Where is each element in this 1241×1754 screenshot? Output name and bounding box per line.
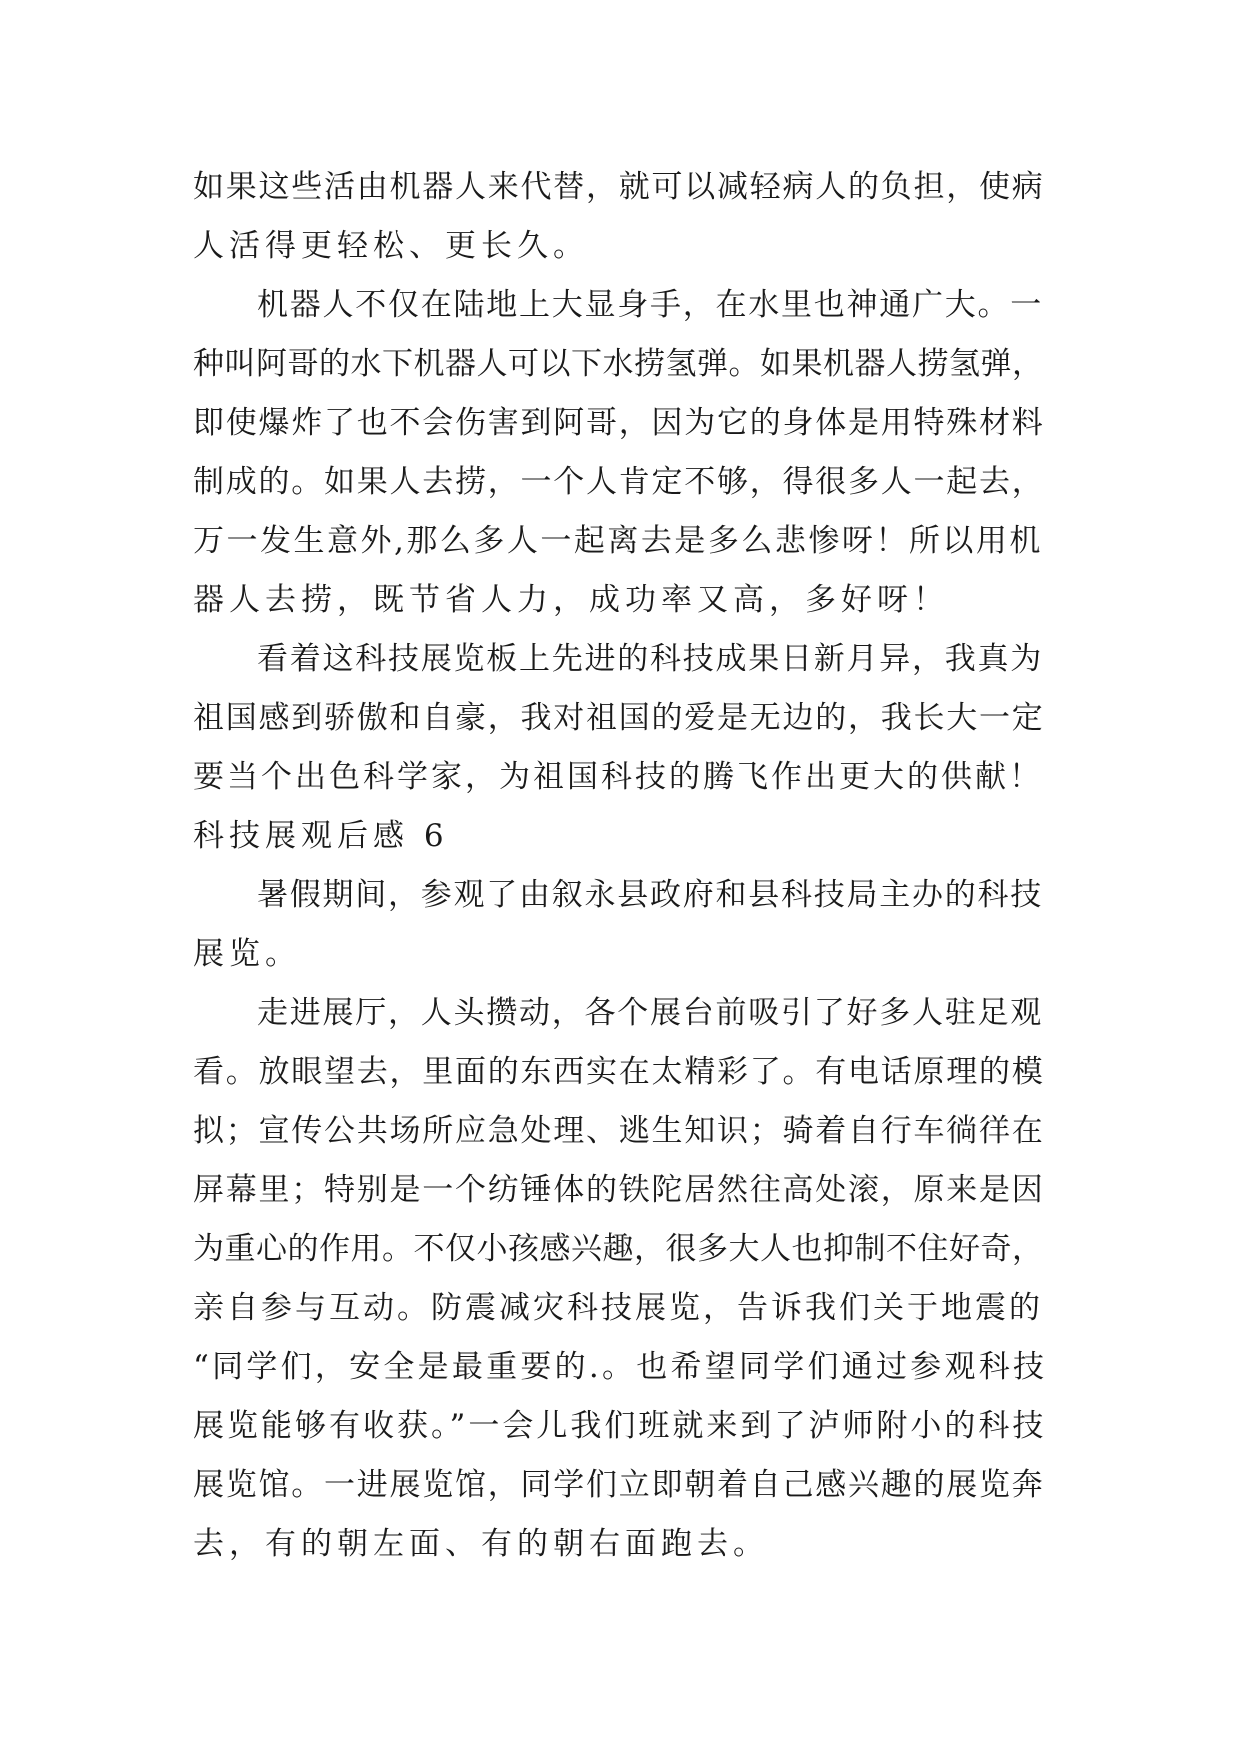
- text-line: 要当个出色科学家，为祖国科技的腾飞作出更大的供献！: [193, 759, 1043, 795]
- text-line: 看。放眼望去，里面的东西实在太精彩了。有电话原理的模: [193, 1054, 1045, 1090]
- text-line: 器人去捞，既节省人力，成功率又高，多好呀！: [193, 582, 949, 618]
- section-heading: 科技展观后感 6: [193, 818, 449, 854]
- text-line: 展览。: [193, 936, 301, 972]
- text-line: 制成的。如果人去捞，一个人肯定不够，得很多人一起去，: [193, 464, 1045, 500]
- text-line: 亲自参与互动。防震减灾科技展览，告诉我们关于地震的: [193, 1290, 1043, 1326]
- text-line: 屏幕里；特别是一个纺锤体的铁陀居然往高处滚，原来是因: [193, 1172, 1045, 1208]
- text-line: 万一发生意外,那么多人一起离去是多么悲惨呀！所以用机: [193, 523, 1043, 559]
- text-line: 为重心的作用。不仅小孩感兴趣，很多大人也抑制不住好奇，: [193, 1231, 1044, 1267]
- text-line: 拟；宣传公共场所应急处理、逃生知识；骑着自行车徜徉在: [193, 1113, 1045, 1149]
- text-line: “同学们，安全是最重要的.。也希望同学们通过参观科技: [193, 1349, 1048, 1385]
- text-line: 展览馆。一进展览馆，同学们立即朝着自己感兴趣的展览奔: [193, 1467, 1045, 1503]
- text-line: 机器人不仅在陆地上大显身手，在水里也神通广大。一: [257, 287, 1043, 323]
- text-line: 暑假期间，参观了由叙永县政府和县科技局主办的科技: [257, 877, 1043, 913]
- text-line: 种叫阿哥的水下机器人可以下水捞氢弹。如果机器人捞氢弹，: [193, 346, 1044, 382]
- text-line: 人活得更轻松、更长久。: [193, 228, 589, 264]
- text-line: 走进展厅，人头攒动，各个展台前吸引了好多人驻足观: [257, 995, 1043, 1031]
- text-line: 展览能够有收获。”一会儿我们班就来到了泸师附小的科技: [193, 1408, 1047, 1444]
- text-line: 祖国感到骄傲和自豪，我对祖国的爱是无边的，我长大一定: [193, 700, 1045, 736]
- text-line: 去，有的朝左面、有的朝右面跑去。: [193, 1526, 769, 1562]
- document-body: [193, 158, 1048, 1574]
- text-line: 看着这科技展览板上先进的科技成果日新月异，我真为: [257, 641, 1043, 677]
- text-line: 如果这些活由机器人来代替，就可以减轻病人的负担，使病: [193, 169, 1045, 205]
- text-line: 即使爆炸了也不会伤害到阿哥，因为它的身体是用特殊材料: [193, 405, 1045, 441]
